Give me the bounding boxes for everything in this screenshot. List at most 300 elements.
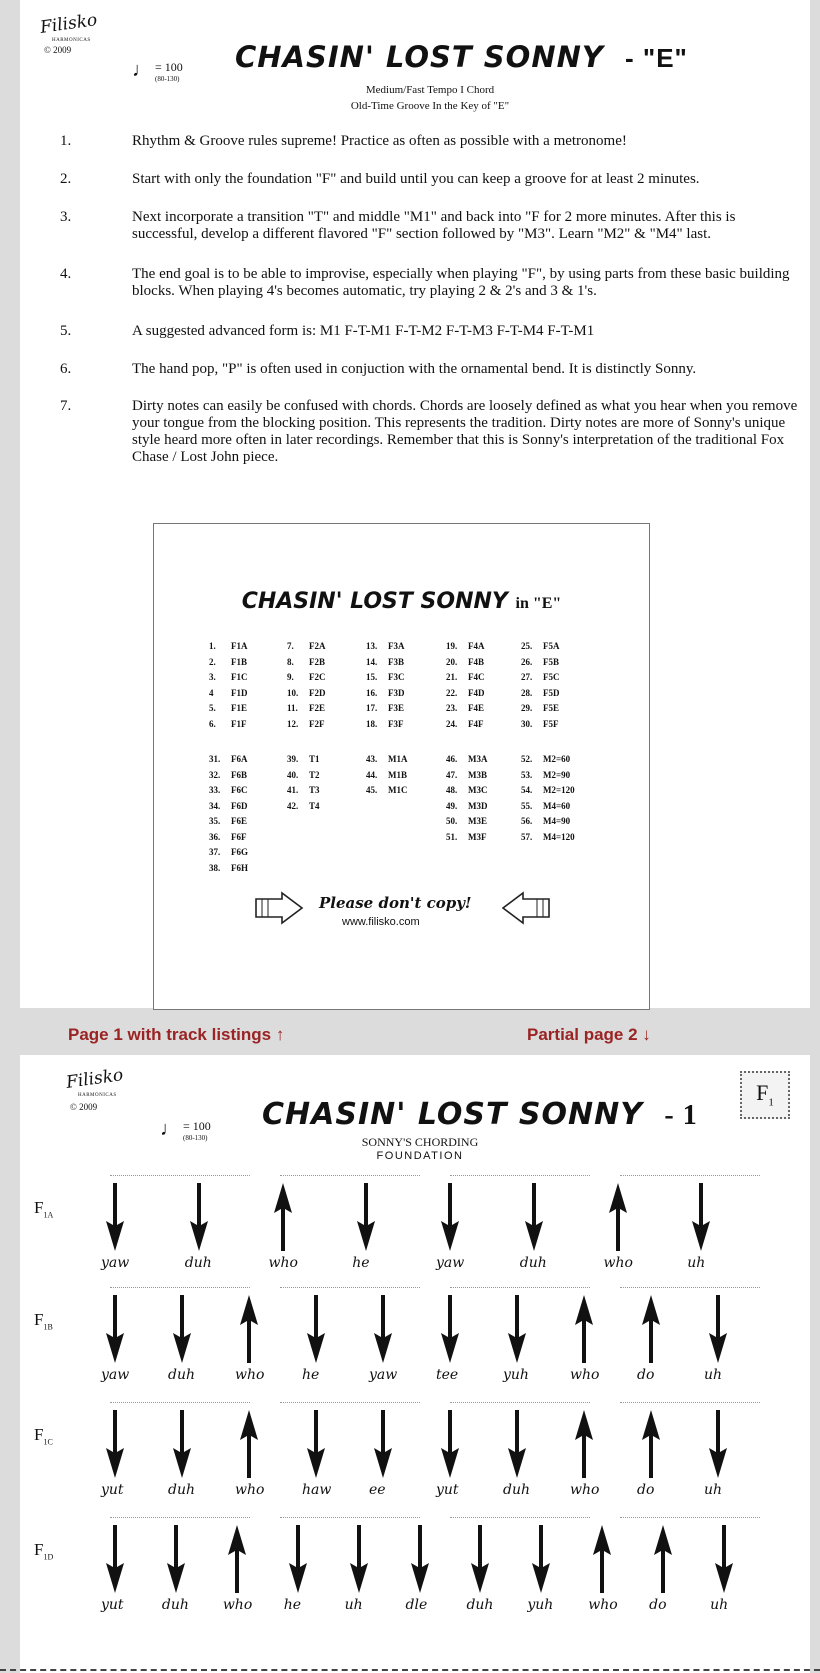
track-name: F6D — [231, 800, 248, 811]
draw-arrow-down-icon — [691, 1181, 711, 1253]
tempo-marking: ♩ = 100 (80-130) — [132, 59, 183, 83]
track-name: F3E — [388, 703, 405, 713]
card-title — [154, 589, 649, 614]
logo-subtext: HARMONICAS — [78, 1093, 117, 1098]
track-name: F5B — [543, 656, 560, 667]
draw-arrow-down-icon — [440, 1408, 460, 1480]
track-name: F5A — [543, 641, 560, 651]
track-number: 55. — [521, 800, 533, 811]
track-entry — [521, 670, 560, 686]
track-entry — [366, 670, 405, 686]
track-name: M1B — [388, 769, 407, 780]
track-name: M4=90 — [543, 816, 571, 826]
track-entry — [446, 752, 488, 768]
track-entry — [366, 655, 405, 671]
track-number: 38. — [209, 862, 221, 873]
draw-arrow-down-icon — [531, 1523, 551, 1595]
copyright: © 2009 — [70, 1102, 98, 1112]
syllable-label: yaw — [101, 1255, 130, 1271]
track-listing-card — [153, 523, 650, 1010]
track-number: 21. — [446, 672, 458, 682]
track-number: 37. — [209, 847, 221, 857]
track-entry — [366, 768, 408, 784]
track-number: 57. — [521, 831, 533, 842]
blow-arrow-up-icon — [641, 1293, 661, 1365]
draw-arrow-down-icon — [349, 1523, 369, 1595]
track-entry — [209, 686, 248, 702]
track-name: M3C — [468, 785, 488, 795]
card-title-text: CHASIN' LOST SONNY — [241, 589, 508, 614]
caption-page-1: Page 1 with track listings ↑ — [68, 1025, 285, 1044]
row-label: $F_{1C}$ — [34, 1425, 53, 1447]
subtitle-1: SONNY'S CHORDING — [361, 1135, 479, 1149]
track-name: T1 — [309, 754, 320, 764]
track-number: 44. — [366, 769, 378, 780]
track-name: F4C — [468, 672, 485, 682]
track-entry — [209, 655, 248, 671]
track-number: 56. — [521, 816, 533, 826]
syllable-label: who — [588, 1597, 618, 1613]
track-name: F1E — [231, 703, 248, 713]
track-number: 12. — [287, 718, 299, 729]
page-bottom-divider — [0, 1669, 820, 1671]
syllable-label: do — [637, 1482, 655, 1498]
track-column — [521, 639, 560, 732]
track-entry — [209, 752, 248, 768]
draw-arrow-down-icon — [440, 1181, 460, 1253]
draw-arrow-down-icon — [356, 1181, 376, 1253]
track-entry — [521, 768, 575, 784]
syllable-label: duh — [184, 1255, 212, 1271]
track-number: 52. — [521, 754, 533, 764]
instruction-text: The hand pop, "P" is often used in conjuction with the ornamental bend. It is distinctly Sonny. — [132, 361, 697, 377]
track-number: 19. — [446, 641, 458, 651]
blow-arrow-up-icon — [653, 1523, 673, 1595]
syllable-label: who — [235, 1367, 265, 1383]
track-number: 30. — [521, 718, 533, 729]
track-number: 13. — [366, 641, 378, 651]
draw-arrow-down-icon — [373, 1293, 393, 1365]
track-name: F6F — [231, 831, 247, 842]
please-dont-copy: Please don't copy! — [319, 894, 472, 912]
draw-arrow-down-icon — [714, 1523, 734, 1595]
syllable-label: who — [268, 1255, 298, 1271]
track-entry — [446, 655, 485, 671]
track-name: F1D — [231, 687, 248, 698]
track-entry — [521, 752, 575, 768]
track-entry — [521, 814, 575, 830]
page-title — [235, 40, 688, 74]
subtitle-2: FOUNDATION — [376, 1150, 464, 1162]
track-number: 39. — [287, 754, 299, 764]
track-name: M3A — [468, 754, 488, 764]
track-name: F4D — [468, 687, 485, 698]
draw-arrow-down-icon — [189, 1181, 209, 1253]
draw-arrow-down-icon — [470, 1523, 490, 1595]
track-number: 26. — [521, 656, 533, 667]
title-suffix: - 1 — [664, 1100, 698, 1131]
badge-letter: F — [756, 1080, 769, 1105]
quarter-note-icon: ♩ — [160, 1118, 180, 1140]
syllable-label: duh — [161, 1597, 189, 1613]
draw-arrow-down-icon — [507, 1408, 527, 1480]
track-name: M2=60 — [543, 754, 571, 764]
syllable-label: duh — [466, 1597, 494, 1613]
draw-arrow-down-icon — [507, 1293, 527, 1365]
syllable-label: he — [302, 1367, 320, 1383]
track-name: F5F — [543, 718, 559, 729]
instruction-text: Start with only the foundation "F" and build until you can keep a groove for at least 2 minutes. — [132, 171, 700, 187]
track-entry — [209, 639, 248, 655]
track-number: 47. — [446, 769, 458, 780]
track-name: F1A — [231, 641, 248, 651]
track-number: 48. — [446, 785, 458, 795]
syllable-label: uh — [687, 1255, 706, 1271]
track-number: 27. — [521, 672, 533, 682]
syllable-label: uh — [710, 1597, 729, 1613]
track-entry — [287, 686, 326, 702]
track-entry — [366, 701, 405, 717]
track-name: F2C — [309, 672, 326, 682]
blow-arrow-up-icon — [608, 1181, 628, 1253]
track-name: F3F — [388, 718, 404, 729]
subtitle-1: Medium/Fast Tempo I Chord — [365, 84, 495, 96]
track-entry — [209, 783, 248, 799]
track-name: F6G — [231, 847, 248, 857]
track-number: 24. — [446, 718, 458, 729]
draw-arrow-down-icon — [708, 1408, 728, 1480]
track-entry — [366, 783, 408, 799]
track-name: M1C — [388, 785, 408, 795]
track-name: F4A — [468, 641, 485, 651]
track-number: 23. — [446, 703, 458, 713]
track-number: 35. — [209, 816, 221, 826]
track-name: M3D — [468, 800, 488, 811]
syllable-label: who — [603, 1255, 633, 1271]
track-name: F1F — [231, 718, 247, 729]
track-name: F5C — [543, 672, 560, 682]
tempo-value: 100 — [192, 1119, 211, 1133]
track-name: F2A — [309, 641, 326, 651]
track-entry — [446, 717, 485, 733]
draw-arrow-down-icon — [708, 1293, 728, 1365]
draw-arrow-down-icon — [166, 1523, 186, 1595]
beat-ruler — [450, 1175, 590, 1182]
syllable-label: he — [283, 1597, 302, 1613]
instruction-number: 5. — [60, 323, 72, 339]
track-number: 3. — [209, 672, 216, 682]
track-column — [287, 639, 326, 732]
track-number: 25. — [521, 641, 533, 651]
track-column — [366, 752, 408, 799]
track-entry — [446, 799, 488, 815]
tempo-value: 100 — [164, 60, 183, 74]
track-number: 54. — [521, 785, 533, 795]
track-name: F4F — [468, 718, 484, 729]
track-entry — [521, 639, 560, 655]
track-column — [446, 639, 485, 732]
track-entry — [209, 861, 248, 877]
track-number: 14. — [366, 656, 378, 667]
syllable-label: duh — [519, 1255, 547, 1271]
track-entry — [521, 701, 560, 717]
syllable-label: who — [222, 1597, 253, 1613]
track-name: F3A — [388, 641, 405, 651]
track-column — [209, 639, 248, 732]
caption-page-2: Partial page 2 ↓ — [527, 1025, 651, 1044]
website-url: www.filisko.com — [342, 916, 420, 928]
track-number: 51. — [446, 831, 458, 842]
instruction-number: 3. — [60, 209, 72, 225]
track-number: 20. — [446, 656, 458, 667]
track-entry — [521, 655, 560, 671]
instruction-text: The end goal is to be able to improvise, especially when playing "F", by using parts from these basic building blocks. When playing 4's becomes automatic, try playing 2 & 2's and 3 & 1's. — [132, 266, 790, 299]
track-number: 5. — [209, 703, 216, 713]
track-name: M2=120 — [543, 785, 575, 795]
track-name: F6A — [231, 754, 248, 764]
track-entry — [287, 768, 320, 784]
syllable-label: yut — [101, 1597, 124, 1613]
track-entry — [446, 783, 488, 799]
draw-arrow-down-icon — [288, 1523, 308, 1595]
track-name: F2B — [309, 656, 326, 667]
track-number: 1. — [209, 641, 216, 651]
track-entry — [209, 701, 248, 717]
syllable-label: uh — [344, 1597, 363, 1613]
syllable-label: haw — [302, 1482, 332, 1498]
track-entry — [287, 799, 320, 815]
track-name: T3 — [309, 785, 320, 795]
track-entry — [446, 814, 488, 830]
syllable-label: he — [352, 1255, 370, 1271]
track-name: M4=120 — [543, 831, 575, 842]
syllable-label: yut — [101, 1482, 124, 1498]
page-1 — [20, 0, 810, 1008]
syllable-label: duh — [503, 1482, 530, 1498]
badge-number: 1 — [768, 1096, 774, 1109]
quarter-note-icon: ♩ — [132, 59, 152, 81]
syllable-label: tee — [436, 1367, 459, 1383]
track-name: F6C — [231, 785, 248, 795]
track-name: F5E — [543, 703, 560, 713]
track-number: 11. — [287, 703, 298, 713]
track-name: F1B — [231, 656, 248, 667]
track-number: 4 — [209, 687, 214, 698]
track-name: F4E — [468, 703, 485, 713]
track-entry — [287, 783, 320, 799]
track-entry — [287, 639, 326, 655]
track-entry — [446, 701, 485, 717]
track-name: F6E — [231, 816, 248, 826]
track-entry — [287, 701, 326, 717]
track-number: 28. — [521, 687, 533, 698]
track-name: F1C — [231, 672, 248, 682]
row-label: $F_{1B}$ — [34, 1310, 53, 1332]
syllable-label: ee — [369, 1482, 386, 1498]
track-number: 41. — [287, 785, 299, 795]
track-name: F4B — [468, 656, 485, 667]
blow-arrow-up-icon — [574, 1293, 594, 1365]
track-name: M3B — [468, 769, 487, 780]
track-entry — [521, 783, 575, 799]
track-entry — [446, 768, 488, 784]
syllable-label: who — [570, 1482, 600, 1498]
blow-arrow-up-icon — [239, 1408, 259, 1480]
track-column — [446, 752, 488, 845]
copyright: © 2009 — [44, 45, 72, 55]
track-name: F6H — [231, 862, 248, 873]
track-name: M2=90 — [543, 769, 571, 780]
instruction-number: 6. — [60, 361, 72, 377]
beat-ruler — [280, 1175, 420, 1182]
instruction-text: Rhythm & Groove rules supreme! Practice as often as possible with a metronome! — [132, 133, 627, 149]
draw-arrow-down-icon — [105, 1293, 125, 1365]
syllable-label: do — [637, 1367, 655, 1383]
beat-ruler — [280, 1402, 420, 1409]
tempo-range: (80-130) — [183, 1134, 208, 1142]
track-entry — [209, 830, 248, 846]
draw-arrow-down-icon — [306, 1293, 326, 1365]
tempo-marking: ♩ = 100 (80-130) — [160, 1118, 211, 1142]
track-number: 45. — [366, 785, 378, 795]
title-text: CHASIN' LOST SONNY — [262, 1097, 643, 1132]
track-entry — [209, 845, 248, 861]
track-column — [521, 752, 575, 845]
track-number: 34. — [209, 800, 221, 811]
track-number: 10. — [287, 687, 299, 698]
track-number: 22. — [446, 687, 458, 698]
filisko-logo: Filisko — [38, 10, 99, 38]
draw-arrow-down-icon — [373, 1408, 393, 1480]
track-number: 2. — [209, 656, 216, 667]
instruction-number: 7. — [60, 398, 72, 414]
track-name: F2D — [309, 687, 326, 698]
syllable-label: yaw — [436, 1255, 465, 1271]
section-badge — [740, 1071, 790, 1119]
draw-arrow-down-icon — [105, 1523, 125, 1595]
title-text: CHASIN' LOST SONNY — [235, 40, 604, 74]
track-entry — [209, 814, 248, 830]
pointing-hand-left-icon — [499, 891, 551, 925]
syllable-label: dle — [405, 1597, 428, 1613]
track-entry — [521, 830, 575, 846]
pointing-hand-right-icon — [254, 891, 306, 925]
syllable-label: yaw — [101, 1367, 130, 1383]
beat-ruler — [110, 1175, 250, 1182]
track-column — [287, 752, 320, 814]
tempo-range: (80-130) — [155, 75, 180, 83]
draw-arrow-down-icon — [105, 1408, 125, 1480]
track-entry — [366, 752, 408, 768]
blow-arrow-up-icon — [574, 1408, 594, 1480]
track-column — [209, 752, 248, 876]
track-number: 17. — [366, 703, 378, 713]
blow-arrow-up-icon — [641, 1408, 661, 1480]
track-number: 53. — [521, 769, 533, 780]
blow-arrow-up-icon — [239, 1293, 259, 1365]
track-name: M3E — [468, 816, 487, 826]
syllable-label: do — [649, 1597, 667, 1613]
page-title — [262, 1097, 698, 1132]
track-entry — [287, 655, 326, 671]
syllable-label: who — [570, 1367, 600, 1383]
track-name: F6B — [231, 769, 248, 780]
syllable-label: duh — [168, 1482, 195, 1498]
track-number: 18. — [366, 718, 378, 729]
track-number: 31. — [209, 754, 221, 764]
track-entry — [446, 639, 485, 655]
track-column — [366, 639, 405, 732]
draw-arrow-down-icon — [172, 1408, 192, 1480]
beat-ruler — [620, 1175, 760, 1182]
track-name: T4 — [309, 800, 320, 811]
blow-arrow-up-icon — [273, 1181, 293, 1253]
blow-arrow-up-icon — [592, 1523, 612, 1595]
syllable-label: yut — [436, 1482, 459, 1498]
title-suffix: - "E" — [624, 43, 688, 73]
track-number: 49. — [446, 800, 458, 811]
track-entry — [521, 686, 560, 702]
syllable-label: duh — [168, 1367, 195, 1383]
track-entry — [366, 717, 405, 733]
track-entry — [287, 717, 326, 733]
track-name: F2E — [309, 703, 326, 713]
page-2 — [20, 1055, 810, 1673]
track-entry — [521, 717, 560, 733]
draw-arrow-down-icon — [306, 1408, 326, 1480]
track-number: 46. — [446, 754, 458, 764]
syllable-label: yuh — [503, 1367, 529, 1383]
row-label: $F_{1D}$ — [34, 1540, 54, 1562]
track-entry — [287, 670, 326, 686]
track-entry — [209, 670, 248, 686]
instruction-number: 2. — [60, 171, 72, 187]
draw-arrow-down-icon — [172, 1293, 192, 1365]
syllable-label: yaw — [369, 1367, 398, 1383]
track-entry — [209, 799, 248, 815]
track-number: 32. — [209, 769, 221, 780]
track-number: 43. — [366, 754, 378, 764]
subtitle-2: Old-Time Groove In the Key of "E" — [350, 100, 510, 112]
track-name: F3B — [388, 656, 405, 667]
row-label: $F_{1A}$ — [34, 1198, 54, 1220]
draw-arrow-down-icon — [105, 1181, 125, 1253]
track-entry — [446, 830, 488, 846]
instruction-text: Next incorporate a transition "T" and middle "M1" and back into "F for 2 more minutes. After this is successful, develop a different flavored "F" section followed by "M3". Learn "M2" & "M4" last. — [132, 209, 736, 242]
instruction-text: A suggested advanced form is: M1 F-T-M1 F-T-M2 F-T-M3 F-T-M4 F-T-M1 — [132, 323, 595, 339]
track-name: F3D — [388, 687, 405, 698]
track-name: M1A — [388, 754, 408, 764]
track-name: F3C — [388, 672, 405, 682]
syllable-label: yuh — [527, 1597, 554, 1613]
track-entry — [446, 670, 485, 686]
draw-arrow-down-icon — [440, 1293, 460, 1365]
blow-arrow-up-icon — [227, 1523, 247, 1595]
track-number: 40. — [287, 769, 299, 780]
track-number: 7. — [287, 641, 294, 651]
logo-subtext: HARMONICAS — [52, 38, 91, 43]
track-number: 15. — [366, 672, 378, 682]
filisko-logo: Filisko — [64, 1065, 125, 1093]
track-name: M4=60 — [543, 800, 571, 811]
card-title-key: in "E" — [515, 595, 562, 612]
instruction-number: 4. — [60, 266, 72, 282]
track-entry — [287, 752, 320, 768]
draw-arrow-down-icon — [524, 1181, 544, 1253]
instruction-number: 1. — [60, 133, 72, 149]
track-number: 9. — [287, 672, 294, 682]
beat-ruler — [620, 1517, 760, 1524]
